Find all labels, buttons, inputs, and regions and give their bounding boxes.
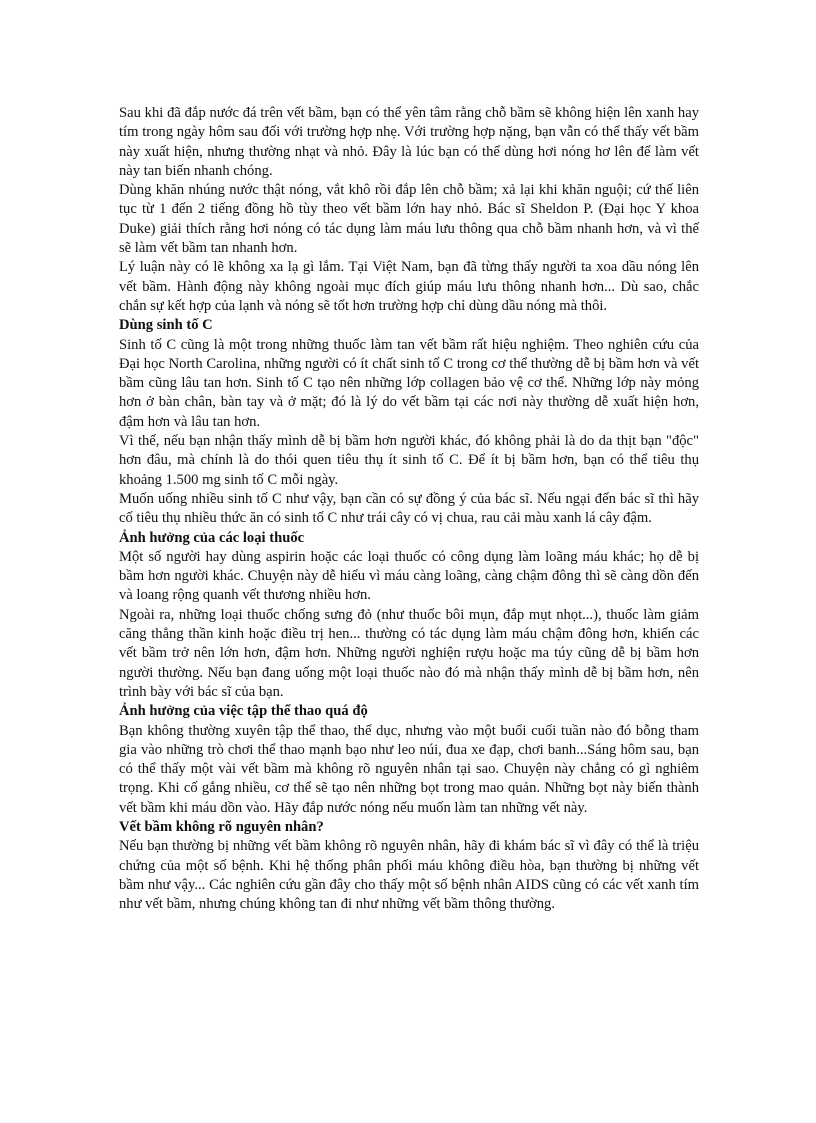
paragraph-vitamin-c-dose: Vì thế, nếu bạn nhận thấy mình dễ bị bầm hơn người khác, đó không phải là do da thịt bạn "độc" hơn đâu, mà chính là do thói quen tiêu thụ ít sinh tố C. Để ít bị bầm hơn, bạn có thể tiêu thụ khoảng 1.500 mg sinh tố C mỗi ngày. [119,433,699,488]
document-page [119,104,699,914]
paragraph-vitamin-c-food: Muốn uống nhiều sinh tố C như vậy, bạn cần có sự đồng ý của bác sĩ. Nếu ngại đến bác sĩ thì hãy cố tiêu thụ nhiều thức ăn có sinh tố C như trái cây có vị chua, rau cải màu xanh lá cây đậm. [119,490,699,527]
heading-unknown-cause: Vết bầm không rõ nguyên nhân? [119,818,324,835]
paragraph-other-drugs: Ngoài ra, những loại thuốc chống sưng đỏ (như thuốc bôi mụn, đắp mụt nhọt...), thuốc làm giảm căng thẳng thần kinh hoặc điều trị hen... thường có tác dụng làm máu chậm đông hơn, khiến các vết bầm trở nên lớn hơn, đậm hơn. Những người nghiện rượu hoặc ma túy cũng dễ bị bầm hơn người thường. Nếu bạn đang uống một loại thuốc nào đó mà nhận thấy mình dễ bị bầm hơn, nên trình bày với bác sĩ của bạn. [119,606,699,700]
paragraph-hot-oil: Lý luận này có lẽ không xa lạ gì lắm. Tại Việt Nam, bạn đã từng thấy người ta xoa dầu nóng lên vết bầm. Hành động này không ngoài mục đích giúp máu lưu thông nhanh hơn... Dù sao, chắc chắn sự kết hợp của lạnh và nóng sẽ tốt hơn trường hợp chỉ dùng dầu nóng mà thôi. [119,259,699,314]
heading-vitamin-c: Dùng sinh tố C [119,317,213,334]
paragraph-aspirin: Một số người hay dùng aspirin hoặc các loại thuốc có công dụng làm loãng máu khác; họ dễ bị bầm hơn người khác. Chuyện này dễ hiểu vì máu càng loãng, càng chậm đông thì sẽ càng dồn đến và loang rộng quanh vết thương nhiều hơn. [119,548,699,604]
paragraph-vitamin-c-research: Sinh tố C cũng là một trong những thuốc làm tan vết bầm rất hiệu nghiệm. Theo nghiên cứu của Đại học North Carolina, những người có ít chất sinh tố C trong cơ thể thường dễ bị bầm hơn và vết bầm cũng lâu tan hơn. Sinh tố C tạo nên những lớp collagen bảo vệ cơ thể. Những lớp này mỏng hơn ở bàn chân, bàn tay và ở mặt; đó là lý do vết bầm tại các nơi này thường dễ xuất hiện hơn, đậm hơn và lâu tan hơn. [119,336,699,430]
paragraph-hot-towel: Dùng khăn nhúng nước thật nóng, vắt khô rồi đắp lên chỗ bầm; xả lại khi khăn nguội; cứ thế liên tục từ 1 đến 2 tiếng đồng hồ tùy theo vết bầm lớn hay nhỏ. Bác sĩ Sheldon P. (Đại học Y khoa Duke) giải thích rằng hơi nóng có tác dụng làm máu lưu thông qua chỗ bầm nhanh hơn, và vì thế sẽ làm vết bầm tan nhanh hơn. [119,182,699,257]
heading-medications: Ảnh hưởng của các loại thuốc [119,529,305,546]
paragraph-unknown-cause: Nếu bạn thường bị những vết bầm không rõ nguyên nhân, hãy đi khám bác sĩ vì đây có thể là triệu chứng của một số bệnh. Khi hệ thống phân phối máu không điều hòa, bạn thường bị những vết bầm như vậy... Các nghiên cứu gần đây cho thấy một số bệnh nhân AIDS cũng có các vết xanh tím như vết bầm, nhưng chúng không tan đi như những vết bầm thông thường. [119,838,699,913]
paragraph-exercise: Bạn không thường xuyên tập thể thao, thể dục, nhưng vào một buổi cuối tuần nào đó bỗng tham gia vào những trò chơi thể thao mạnh bạo như leo núi, đua xe đạp, chơi banh...Sáng hôm sau, bạn có thể thấy một vài vết bầm mà không rõ nguyên nhân tại sao. Chuyện này chẳng có gì nghiêm trọng. Khi cố gắng nhiều, cơ thể sẽ tạo nên những bọt trong mao quản. Những bọt này biến thành vết bầm khi máu dồn vào. Hãy đắp nước nóng nếu muốn làm tan những vết này. [119,722,699,816]
paragraph-ice-result: Sau khi đã đắp nước đá trên vết bầm, bạn có thể yên tâm rằng chỗ bầm sẽ không hiện lên xanh hay tím trong ngày hôm sau đối với trường hợp nhẹ. Với trường hợp nặng, bạn vẫn có thể thấy vết bầm này xuất hiện, nhưng thường nhạt và nhỏ. Đây là lúc bạn có thể dùng hơi nóng hơ lên để làm vết này tan biến nhanh chóng. [119,105,699,179]
heading-overexercise: Ảnh hưởng của việc tập thể thao quá độ [119,703,368,720]
